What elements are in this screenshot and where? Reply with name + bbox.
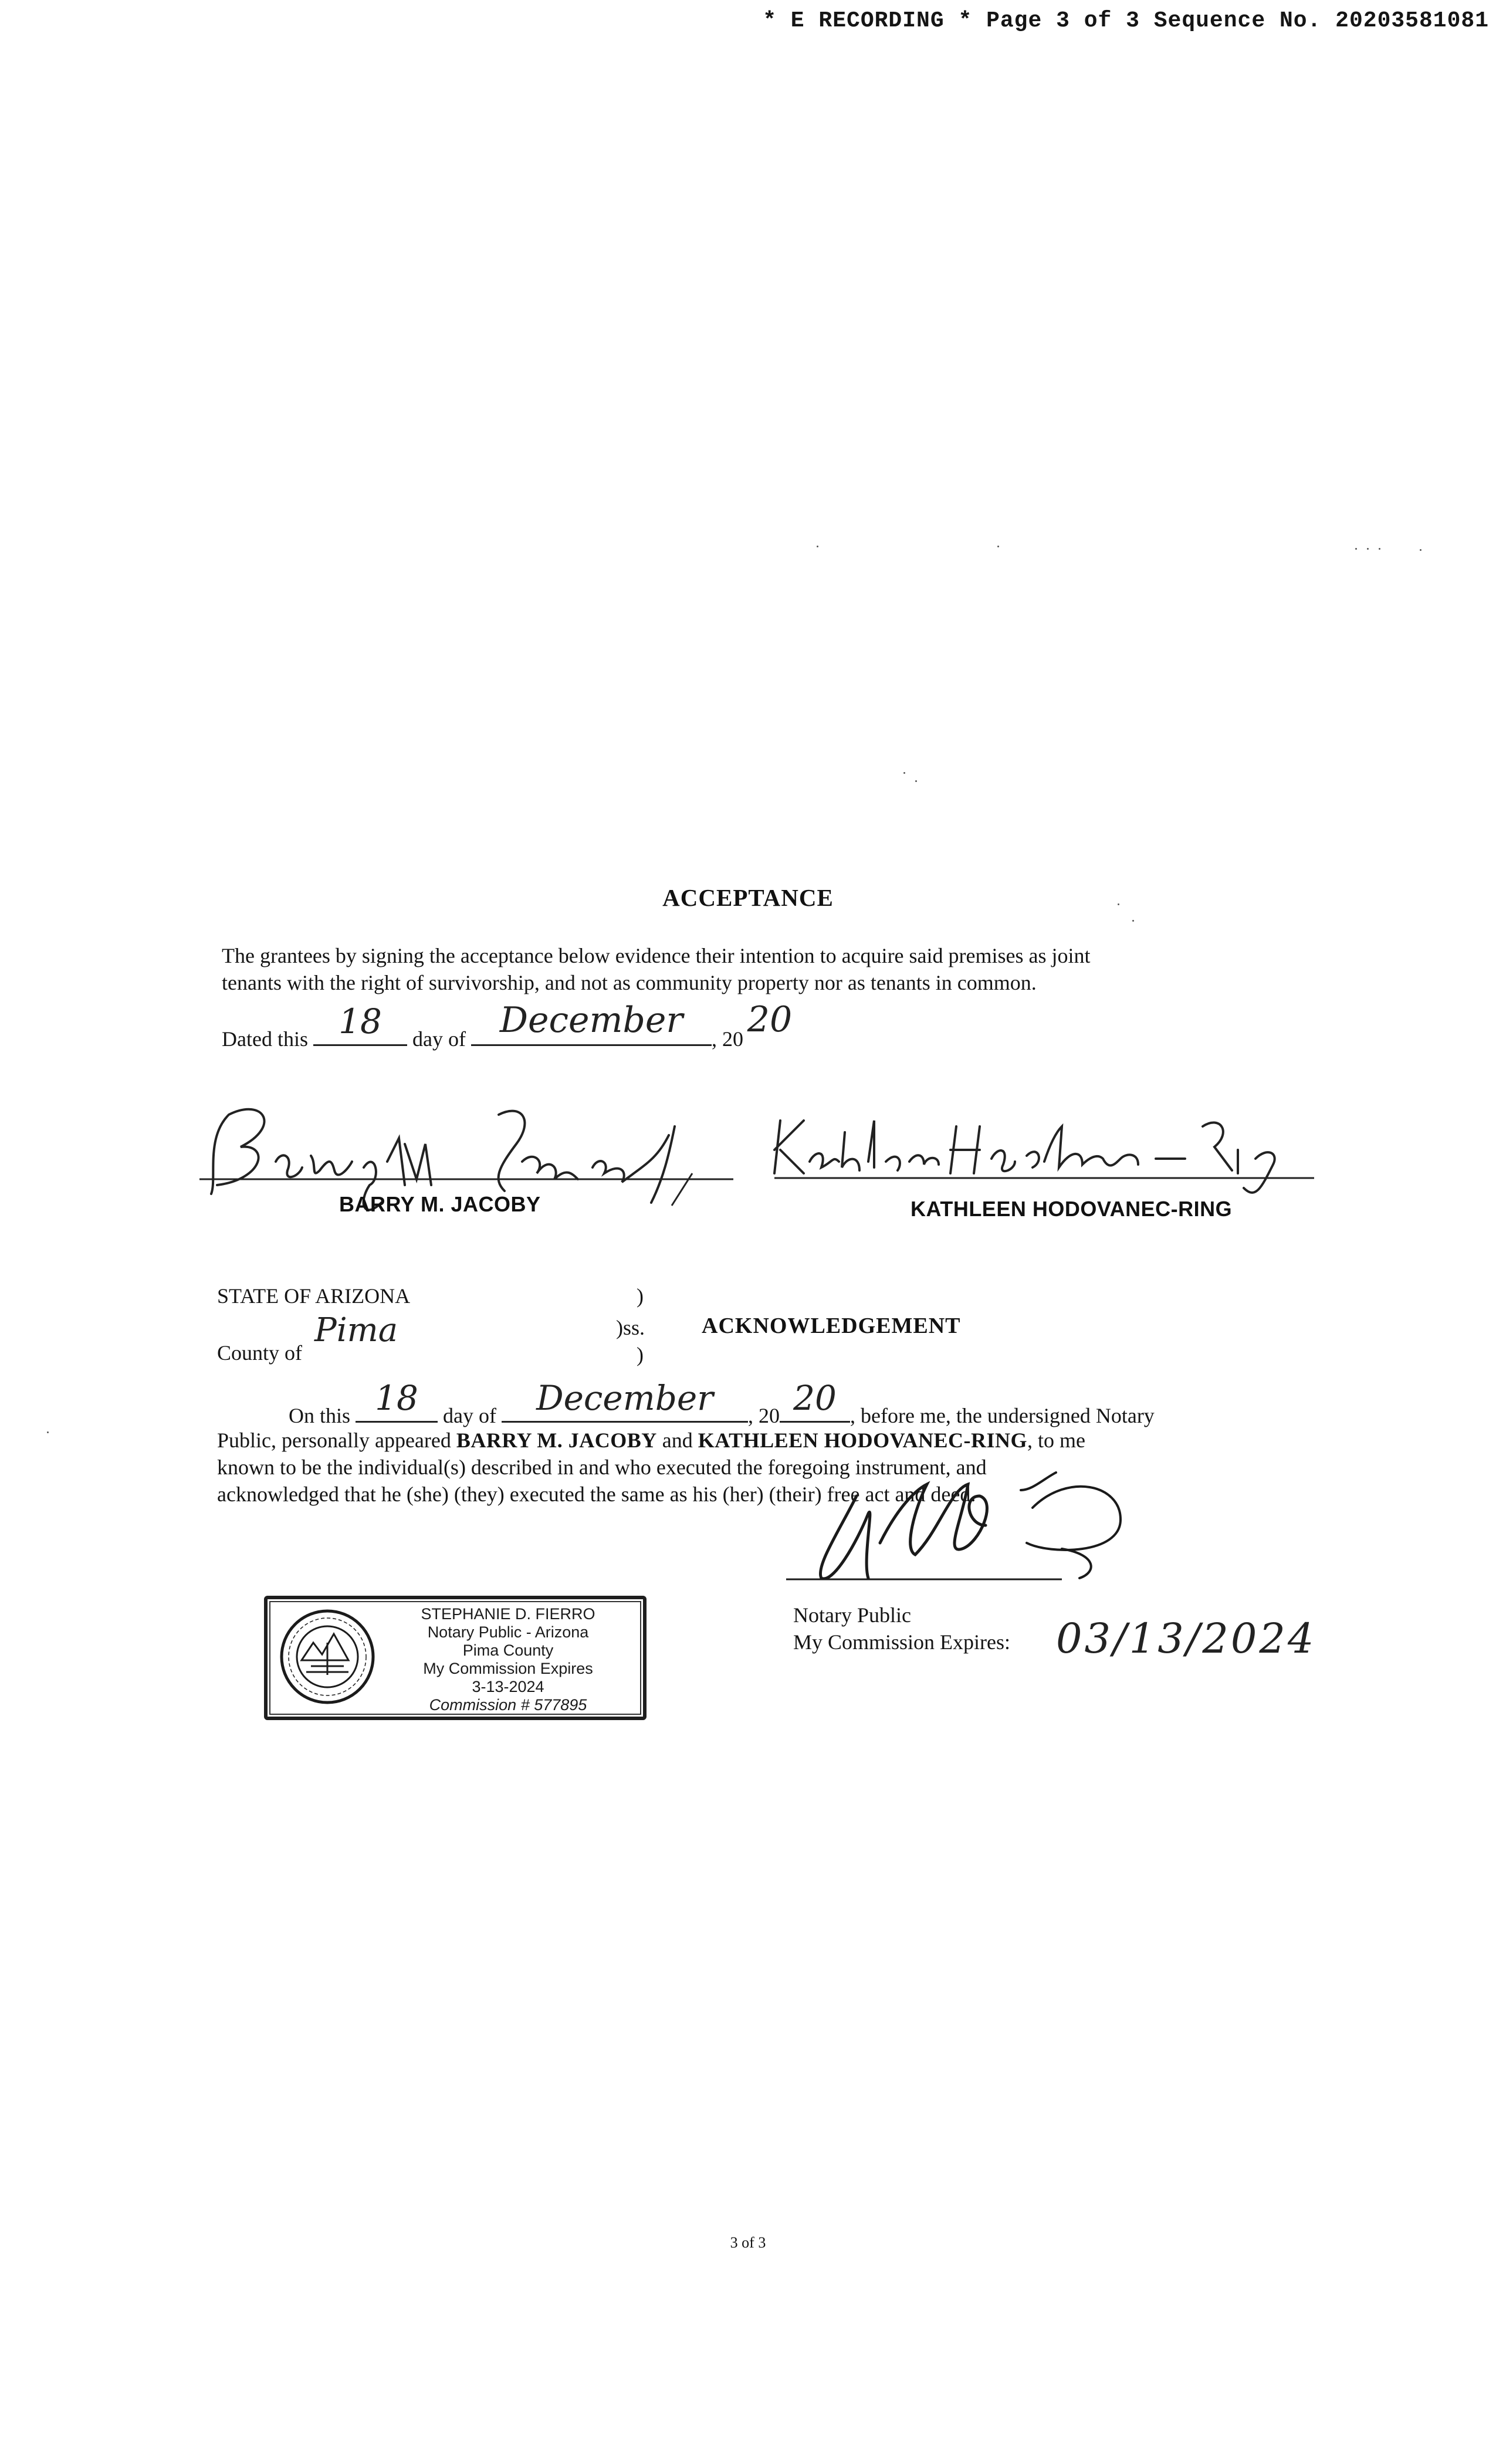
- county-handwritten: Pima: [314, 1311, 398, 1350]
- grantee2-printed-name: KATHLEEN HODOVANEC-RING: [911, 1197, 1233, 1221]
- page-footer: 3 of 3: [730, 2234, 766, 2251]
- stamp-commission-number: Commission # 577895: [429, 1696, 587, 1714]
- paren-ss: )ss.: [616, 1316, 645, 1339]
- dated-year-prefix: , 20: [711, 1027, 743, 1051]
- acknowledgement-line2: [217, 1427, 1085, 1454]
- paren-top: ): [637, 1284, 644, 1308]
- notary-signature-scribble: [786, 1455, 1232, 1607]
- ack-line2-start: Public, personally appeared: [217, 1429, 456, 1452]
- state-seal-icon: [278, 1607, 377, 1706]
- ack-day-handwritten: 18: [375, 1377, 418, 1418]
- dated-year-handwritten: 20: [747, 999, 793, 1041]
- recording-header: * E RECORDING * Page 3 of 3 Sequence No. 20203581081: [763, 8, 1489, 33]
- paren-bottom: ): [637, 1343, 644, 1366]
- acknowledgement-line3: known to be the individual(s) described in and who executed the foregoing instrument, and: [217, 1456, 987, 1479]
- stamp-notary-name: STEPHANIE D. FIERRO: [421, 1605, 595, 1623]
- ack-month-blank: [502, 1377, 748, 1423]
- stamp-county: Pima County: [462, 1641, 554, 1660]
- dated-year-blank: [743, 999, 796, 1046]
- ack-name-1: BARRY M. JACOBY: [456, 1429, 657, 1452]
- dated-label: Dated this: [222, 1027, 308, 1051]
- dated-day-blank: [313, 1001, 407, 1046]
- dated-month-blank: [471, 1000, 712, 1046]
- ack-and: and: [656, 1429, 698, 1452]
- dated-month-handwritten: December: [499, 1000, 683, 1041]
- county-line: [217, 1311, 425, 1366]
- ack-line2-tail: , to me: [1027, 1429, 1085, 1452]
- ack-month-handwritten: December: [536, 1377, 713, 1418]
- acceptance-title: ACCEPTANCE: [662, 884, 834, 911]
- grantee1-printed-name: BARRY M. JACOBY: [339, 1192, 541, 1216]
- dated-day-of-label: day of: [412, 1027, 466, 1051]
- commission-expires-label: My Commission Expires:: [793, 1630, 1011, 1654]
- commission-expires-handwritten: 03/13/2024: [1056, 1615, 1316, 1663]
- grantee2-signature-scribble: [769, 1109, 1320, 1197]
- notary-public-label: Notary Public: [793, 1603, 911, 1627]
- acceptance-paragraph-line2: tenants with the right of survivorship, and not as community property nor as tenants in common.: [222, 971, 1037, 994]
- ack-line1-tail: , before me, the undersigned Notary: [849, 1404, 1155, 1427]
- county-blank: [307, 1311, 425, 1360]
- ack-year-blank: [780, 1377, 850, 1423]
- ack-day-of-label: day of: [443, 1404, 496, 1427]
- stamp-text: [385, 1605, 631, 1714]
- dated-day-handwritten: 18: [339, 1001, 382, 1041]
- stamp-expires-label: My Commission Expires: [423, 1660, 593, 1678]
- dated-line: [222, 999, 796, 1052]
- acceptance-paragraph-line1: The grantees by signing the acceptance below evidence their intention to acquire said premises as joint: [222, 944, 1091, 967]
- acknowledgement-line1: [289, 1377, 1155, 1429]
- notary-stamp: [264, 1596, 647, 1720]
- acknowledgement-title: ACKNOWLEDGEMENT: [702, 1314, 961, 1338]
- county-label: County of: [217, 1341, 303, 1365]
- stamp-expires-date: 3-13-2024: [472, 1678, 544, 1696]
- ack-day-blank: [356, 1377, 438, 1423]
- state-of-arizona: STATE OF ARIZONA: [217, 1284, 411, 1308]
- on-this-label: On this: [289, 1404, 351, 1427]
- stamp-notary-title: Notary Public - Arizona: [427, 1623, 589, 1641]
- ack-year-handwritten: 20: [793, 1377, 837, 1418]
- acknowledgement-line4: acknowledged that he (she) (they) executed the same as his (her) (their) free act and deed.: [217, 1483, 976, 1506]
- ack-year-prefix: , 20: [747, 1404, 780, 1427]
- ack-name-2: KATHLEEN HODOVANEC-RING: [698, 1429, 1027, 1452]
